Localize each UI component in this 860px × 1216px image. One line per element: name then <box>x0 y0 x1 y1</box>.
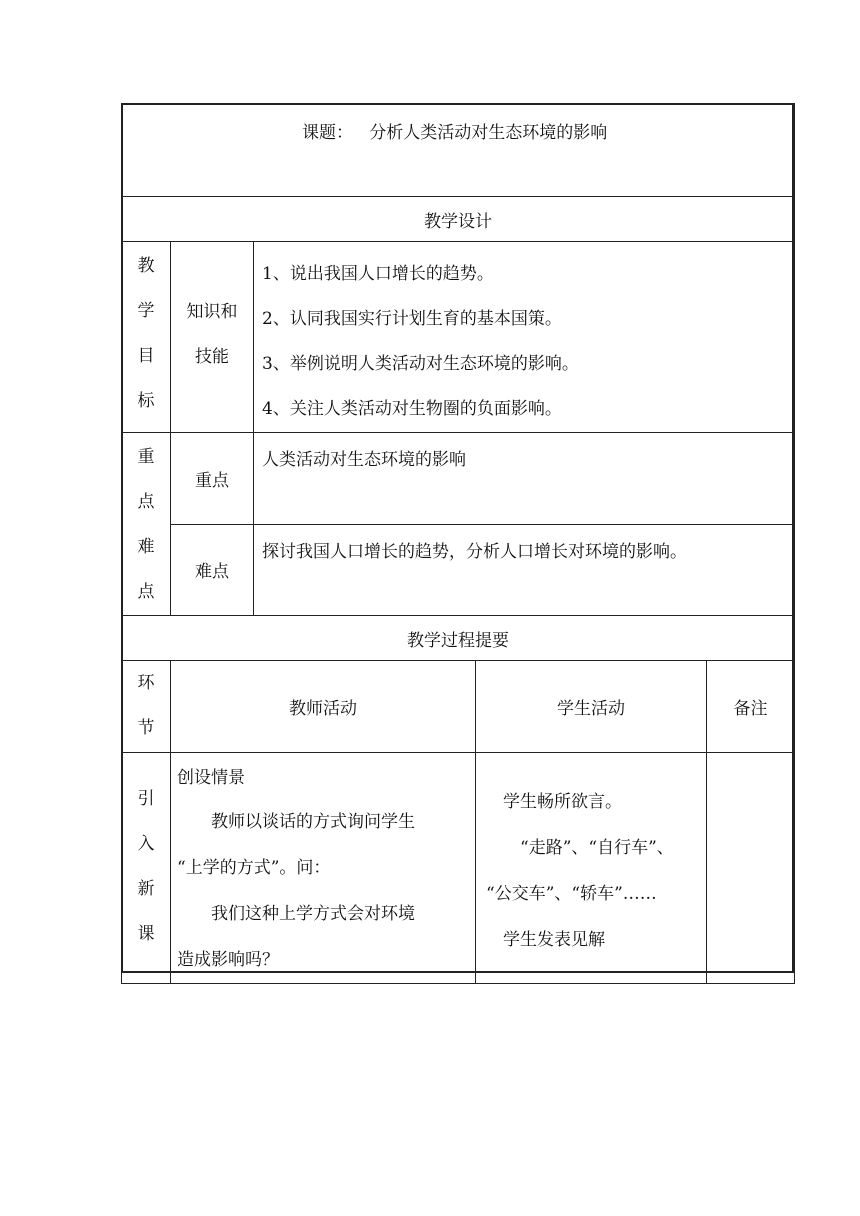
goals-list <box>254 242 795 433</box>
student-activity-line: “公交车”、“轿车”…… <box>486 884 657 904</box>
stage-label: 引 入 新 课 <box>122 753 171 984</box>
student-activity-line: 学生畅所欲言。 <box>486 792 622 812</box>
lesson-title-cell <box>122 104 795 197</box>
lesson-title <box>122 104 794 143</box>
lesson-plan-table <box>121 103 795 984</box>
goals-category: 知识和 技能 <box>171 242 254 433</box>
key-difficult-side-label: 重 点 难 点 <box>122 433 171 616</box>
teacher-column-header: 教师活动 <box>171 661 476 753</box>
student-activity-line: 学生发表见解 <box>486 930 605 950</box>
process-heading: 教学过程提要 <box>122 616 795 661</box>
teacher-activity-line: “上学的方式”。问： <box>177 858 331 878</box>
design-heading: 教学设计 <box>122 197 795 242</box>
notes-cell <box>707 753 795 984</box>
teacher-activity-line: 创设情景 <box>177 768 245 788</box>
goal-item: 1、说出我国人口增长的趋势。 <box>262 264 494 284</box>
goal-item: 2、认同我国实行计划生育的基本国策。 <box>262 309 562 329</box>
stage-column-header: 环 节 <box>122 661 171 753</box>
difficult-point-label: 难点 <box>171 524 254 616</box>
notes-column-header: 备注 <box>707 661 795 753</box>
goal-item: 4、关注人类活动对生物圈的负面影响。 <box>262 399 562 419</box>
student-activity <box>476 753 707 984</box>
lesson-title-text: 分析人类活动对生态环境的影响 <box>369 123 608 143</box>
key-point-text: 人类活动对生态环境的影响 <box>254 433 795 525</box>
key-point-label: 重点 <box>171 433 254 525</box>
teacher-activity-line: 我们这种上学方式会对环境 <box>177 904 415 924</box>
goal-item: 3、举例说明人类活动对生态环境的影响。 <box>262 354 579 374</box>
teacher-activity <box>171 753 476 984</box>
goals-side-label: 教 学 目 标 <box>122 242 171 433</box>
student-column-header: 学生活动 <box>476 661 707 753</box>
teacher-activity-line: 造成影响吗？ <box>177 950 279 970</box>
lesson-title-label: 课题： <box>302 123 353 143</box>
table-row <box>122 753 795 984</box>
difficult-point-text: 探讨我国人口增长的趋势，分析人口增长对环境的影响。 <box>254 524 795 616</box>
student-activity-line: “走路”、“自行车”、 <box>486 838 674 858</box>
teacher-activity-line: 教师以谈话的方式询问学生 <box>177 812 415 832</box>
